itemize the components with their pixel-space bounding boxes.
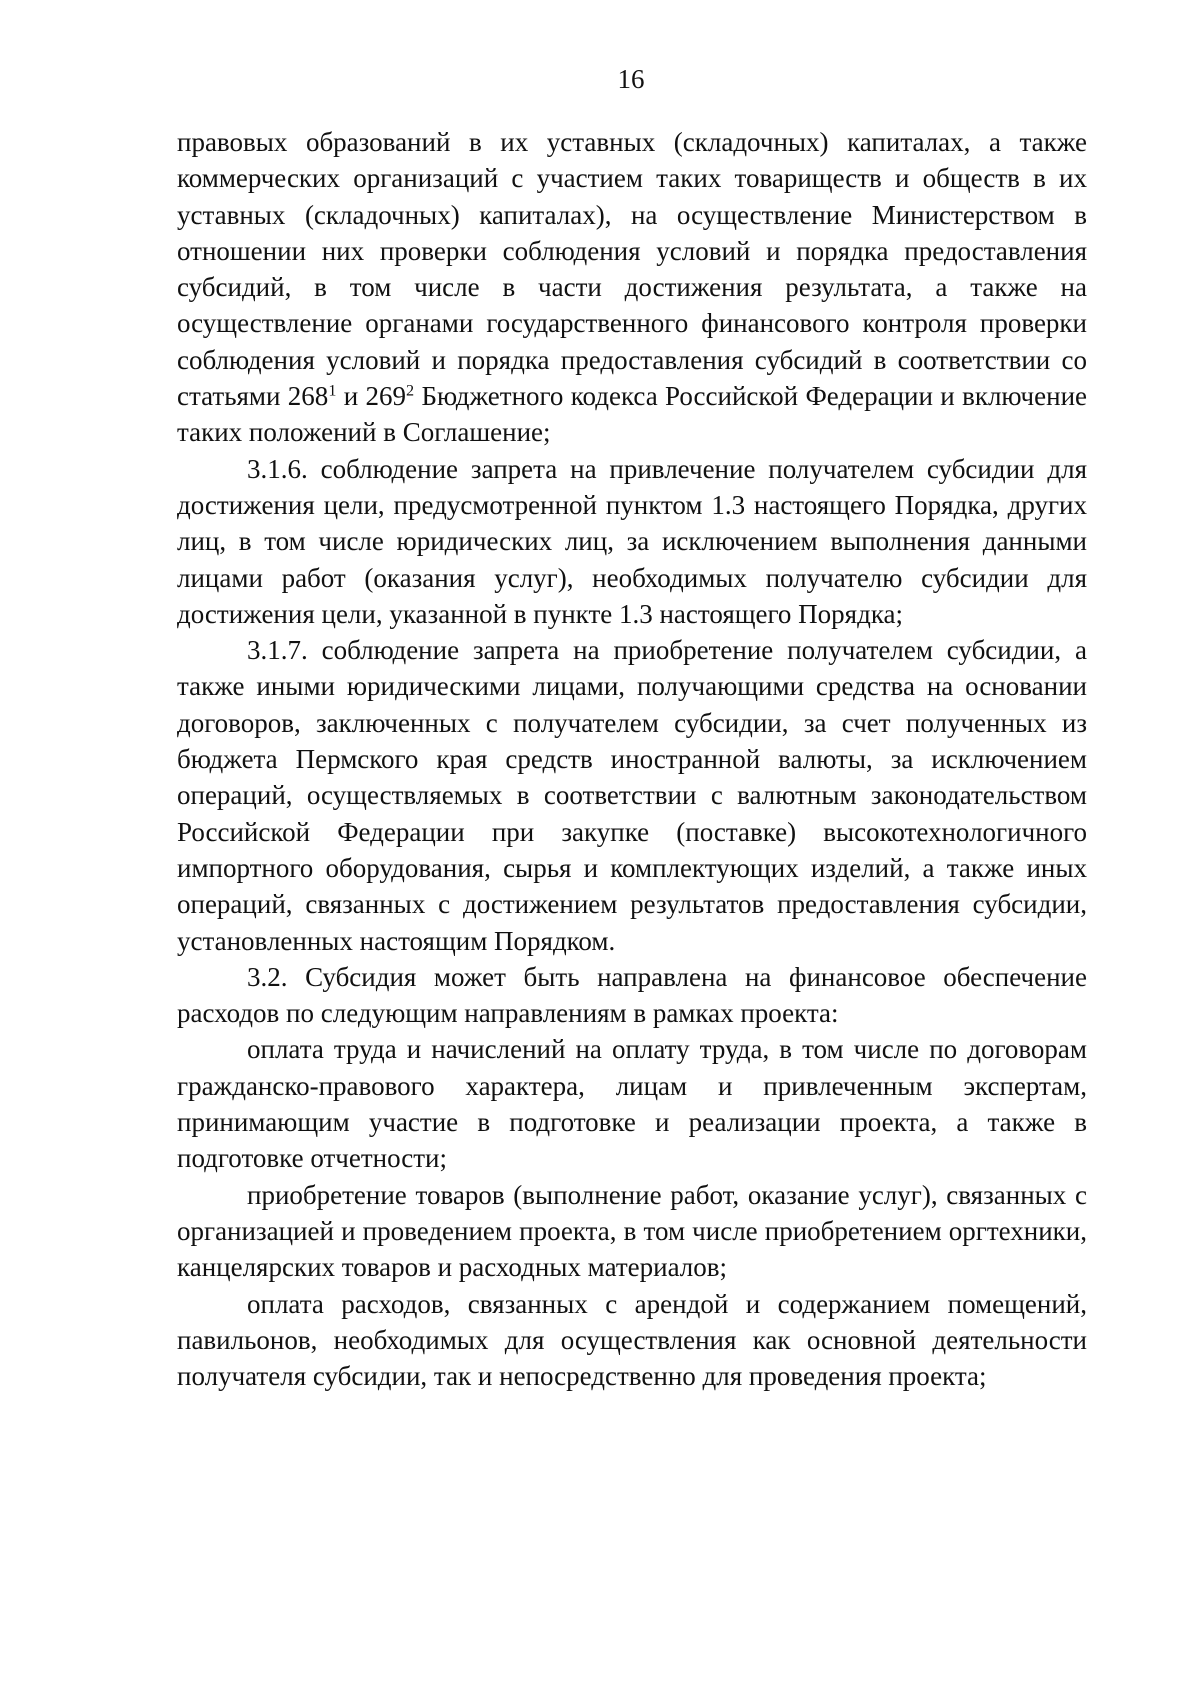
paragraph-goods-purchase: приобретение товаров (выполнение работ, оказание услуг), связанных с организацией и проведением проекта, в том числе приобретением оргтехники, канцелярских товаров и расходных материалов;	[177, 1179, 1087, 1283]
paragraph-rent-costs: оплата расходов, связанных с арендой и содержанием помещений, павильонов, необходимых для осуществления как основной деятельности получателя субсидии, так и непосредственно для проведения проекта;	[177, 1288, 1087, 1392]
page-number: 16	[617, 64, 645, 94]
paragraph-continuation	[177, 124, 1087, 451]
paragraph-labor-costs: оплата труда и начислений на оплату труда, в том числе по договорам гражданско-правового характера, лицам и привлеченным экспертам, принимающим участие в подготовке и реализации проекта, а также в подготовке отчетности;	[177, 1034, 1087, 1174]
paragraph-text: правовых образований в их уставных (складочных) капиталах, а также коммерческих организаций с участием таких товариществ и обществ в их уставных (складочных) капиталах), на осуществление Министерством в отношении них проверки соблюдения условий и порядка предоставления субсидий, в том числе в части достижения результата, а также на осуществление органами государственного финансового контроля проверки соблюдения условий и порядка предоставления субсидий в соответствии со статьями 268	[177, 127, 1087, 412]
document-body	[177, 124, 1087, 1394]
paragraph-text: и 269	[336, 381, 407, 412]
paragraph-3-2: 3.2. Субсидия может быть направлена на финансовое обеспечение расходов по следующим направлениям в рамках проекта:	[177, 961, 1087, 1029]
paragraph-3-1-7: 3.1.7. соблюдение запрета на приобретение получателем субсидии, а также иными юридическими лицами, получающими средства на основании договоров, заключенных с получателем субсидии, за счет полученных из бюджета Пермского края средств иностранной валюты, за исключением операций, осуществляемых в соответствии с валютным законодательством Российской Федерации при закупке (поставке) высокотехнологичного импортного оборудования, сырья и комплектующих изделий, а также иных операций, связанных с достижением результатов предоставления субсидии, установленных настоящим Порядком.	[177, 635, 1087, 956]
superscript-2: 2	[406, 381, 415, 400]
superscript-1: 1	[328, 381, 337, 400]
paragraph-3-1-6: 3.1.6. соблюдение запрета на привлечение получателем субсидии для достижения цели, предусмотренной пунктом 1.3 настоящего Порядка, других лиц, в том числе юридических лиц, за исключением выполнения данными лицами работ (оказания услуг), необходимых получателю субсидии для достижения цели, указанной в пункте 1.3 настоящего Порядка;	[177, 453, 1087, 629]
paragraph-text: Бюджетного кодекса Российской Федерации и включение таких положений в Соглашение;	[177, 381, 1088, 448]
